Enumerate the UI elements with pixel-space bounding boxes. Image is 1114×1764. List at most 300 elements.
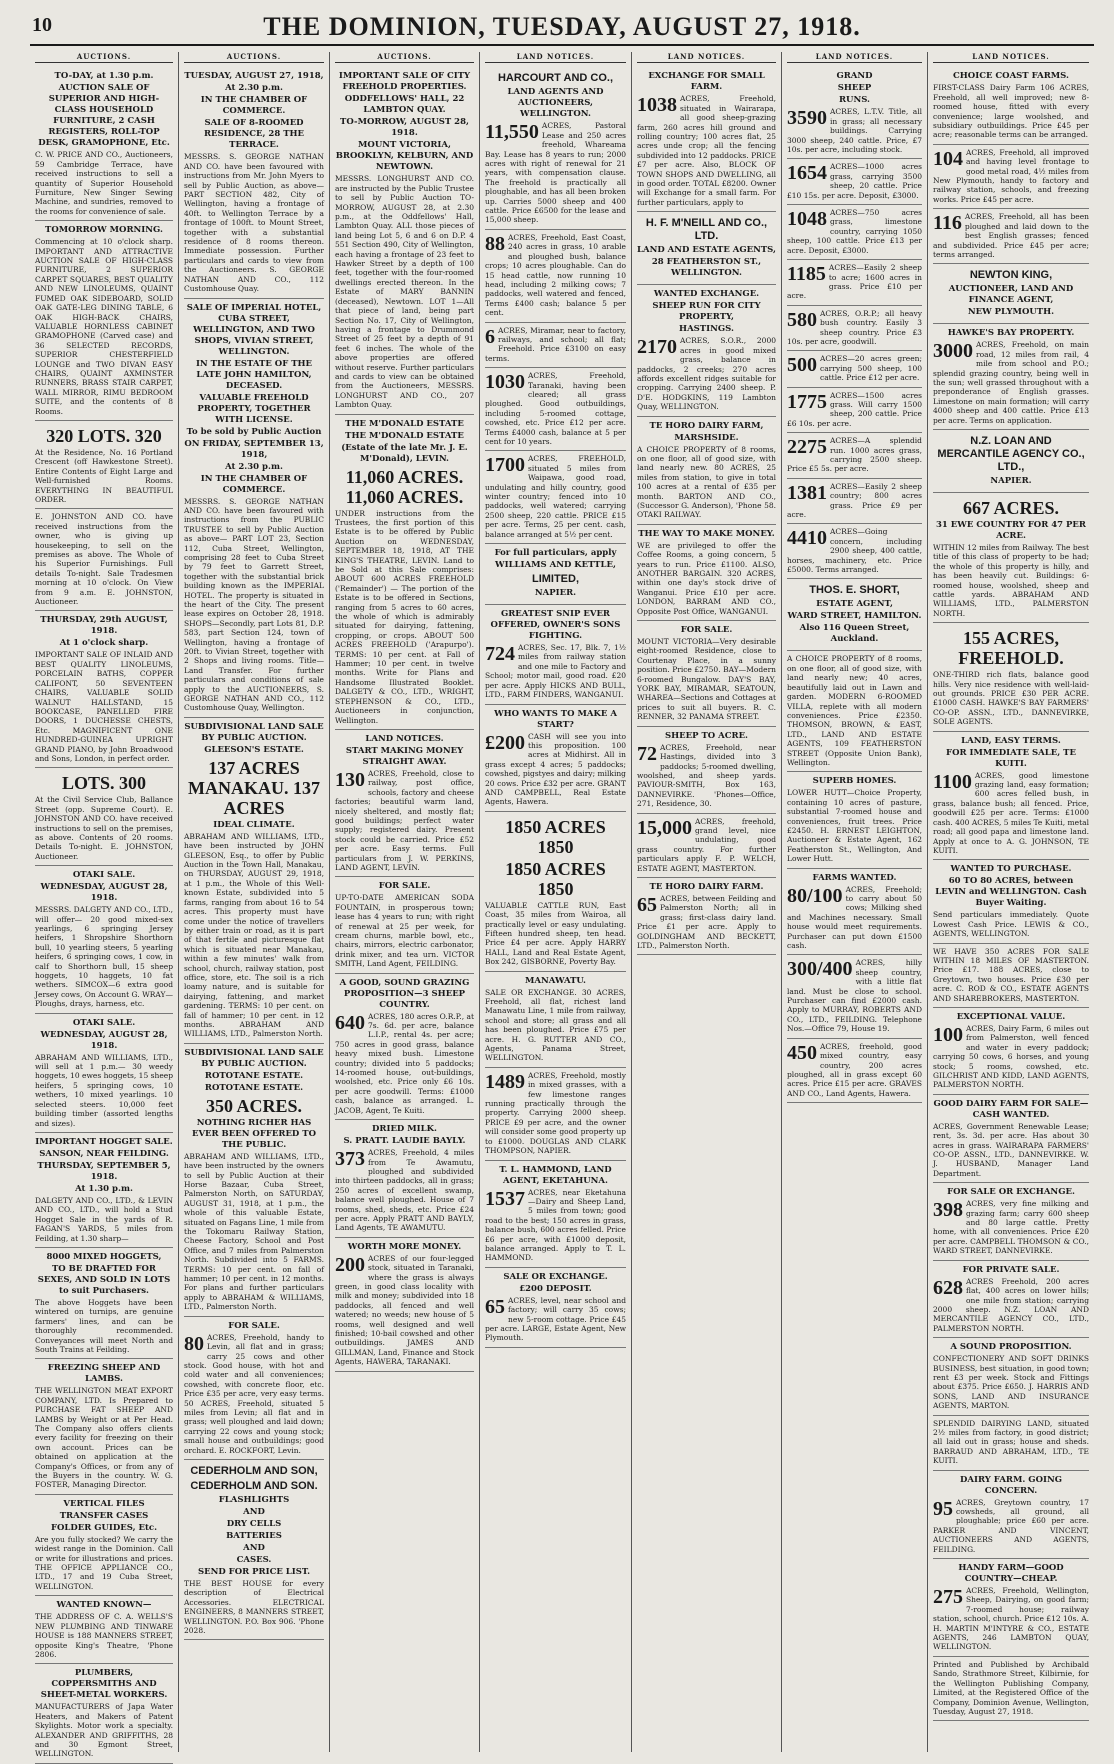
ad-body: ACRES—1500 acres grass. Will carry 1500 sheep, 200 cattle. Price £6 10s. per acre. [787, 390, 922, 428]
ad-heading: At 1.30 p.m. [75, 1183, 133, 1194]
ad-body: CASH will see you into this proposition. 100 acres at Midhirst. All in grass except 4 acres; 5 paddocks; cowshed, pigstyes and dairy; milking 20 cows. Price £32 per acre. GRANT AND CAMPBELL, Real Estate Agents, Hawera. [485, 731, 626, 807]
advertisement [35, 1596, 173, 1664]
ad-heading: MANAWATU. [525, 975, 586, 986]
advertisement [637, 285, 776, 416]
ad-figure: 1700 [485, 454, 525, 477]
advertisement [485, 67, 626, 229]
ad-body: THE BEST HOUSE for every description of Electrical Accessories. ELECTRICAL ENGINEERS, 8 MANNERS STREET, WELLINGTON. P.O. Box 906. 'Phone 2028. [184, 1578, 324, 1635]
ad-body: SALE OR EXCHANGE. 30 ACRES, Freehold, all flat, richest land Manawatu Line, 1 mile from railway, school and store; all grass and all has been ploughed. Price £75 per acre. H. G. RUTTER AND CO., Agents, Panama Street, WELLINGTON. [485, 987, 626, 1063]
ad-heading: AUCTIONEER, LAND AND FINANCE AGENT, [948, 284, 1074, 306]
ad-body: ABRAHAM AND WILLIAMS, LTD., have been instructed by the owners to sell by Public Auction at their Horse Bazaar, Cuba Street, Palmerston North, on SATURDAY, AUGUST 31, 1918, at 1 p.m., the whole of this valuable Estate, situated on Fagans Line, 1 mile from the Tokomaru Railway Station, Cheese Factory, School and Post Office, and 7 miles from Palmerston North. Subdivided into 5 FARMS. TERMS: 10 per cent. on fall of hammer; 10 per cent. in 12 months. For plans and further particulars apply to ABRAHAM & WILLIAMS, LTD., Palmerston North. [184, 1151, 324, 1312]
ad-body: MESSRS. LONGHURST AND CO. are instructed by the Public Trustee to sell by Public Auction TO-MORROW, AUGUST 28, at 2.30 p.m., at the Oddfellows' Hall, Lambton Quay. ALL those pieces of land being Lot 5, 6 and 6 on D.P. 4 551 Section 490, City of Wellington, each having a frontage of 23 feet to Hawker Street by a depth of 100 feet, together with the four-roomed dwellings erected thereon. In the Estate of MARY BANNIN (deceased), Newtown. LOT 1—All that piece of land, being part Section No. 17, City of Wellington, having a frontage to Drummond Street of 25 feet by a depth of 91 feet 6 inches. The whole of the above properties are offered without reserve. Further particulars and cards to view can be obtained from the Auctioneers, MESSRS. LONGHURST AND CO., 207 Lambton Quay. [335, 174, 474, 410]
ad-body: ACRES, Miramar, near to factory, railways, and school; all flat; Freehold. Price £3100 on easy terms. [485, 325, 626, 363]
advertisement [787, 260, 922, 306]
ad-heading: FOR SALE. [228, 1320, 280, 1331]
ad-heading: FOR SALE OR EXCHANGE. [947, 1187, 1075, 1198]
advertisement [787, 388, 922, 434]
ad-body: ACRES, Freehold, near Hastings, divided into 3 paddocks; 5-roomed dwelling, woolshed, and sheep yards. PAVIOUR-SMITH, Box 163, DANNEVIRKE. 'Phones—Office, 271, Residence, 30. [637, 742, 776, 809]
ad-figure: 3590 [787, 107, 827, 130]
ad-heading: FOR IMMEDIATE SALE, TE KUITI. [946, 747, 1076, 769]
ad-body: IMPORTANT SALE OF INLAID AND BEST QUALITY LINOLEUMS, PORCELAIN BATHS, COPPER CALIFONT, 50 SEVENTEEN CHAIRS, VALUABLE SOLID WALNUT HALLSTAND, 15 BOOKCASE, PANELLED FIRE DOORS, 1 DUCHESSE CHESTS, Etc. MAGNIFICENT ONE HUNDRED-GUINEA UPRIGHT GRAND PIANO, by John Broadwood and Sons, London, in perfect order. [35, 650, 173, 763]
ad-body: A CHOICE PROPERTY of 8 rooms, on one floor, all of good size, with land nearly new. 80 ACRES, 25 miles from station, to give in total 100 acres at a rental of £35 per month. BARTON AND CO., (Successor G. Anderson), 'Phone 58. OTAKI RAILWAY. [637, 444, 776, 520]
advertisement [787, 651, 922, 772]
ad-figure: 130 [335, 768, 365, 791]
ad-heading: At 2.30 p.m. [225, 461, 283, 472]
ad-heading: 28 FEATHERSTON ST., WELLINGTON. [651, 257, 762, 279]
ad-heading: ROTOTANE ESTATE. [204, 1082, 304, 1093]
ad-body: ACRES—1000 acres grass, carrying 3500 sheep, 20 cattle. Price £10 15s. per acre. Deposit, £3000. [787, 162, 922, 200]
advertisement [35, 1495, 173, 1596]
advertisement [787, 306, 922, 352]
ad-heading: FREEZING SHEEP AND LAMBS. [47, 1363, 161, 1385]
advertisement [933, 430, 1089, 493]
ad-body: Printed and Published by Archibald Sando, Strathmore Street, Kilbirnie, for the Wellington Publishing Company, Limited, at the Registered Office of the Company, Dominion Avenue, Wellington, Tuesday, August 27, 1918. [933, 1659, 1089, 1716]
ad-heading: TO BE DRAFTED FOR SEXES, AND SOLD IN LOTS to suit Purchasers. [37, 1263, 171, 1296]
ad-body: ONE-THIRD rich flats, balance good hills. Very nice residence with well-laid-out grounds. PRICE £30 PER ACRE. £1000 CASH. HAWKE'S BAY FARMERS' CO-OP. ASSN., LTD., DANNEVIRKE, SOLE AGENTS. [933, 670, 1089, 727]
advertisement [184, 718, 324, 1044]
advertisement [35, 768, 173, 866]
ad-heading: IN THE CHAMBER OF COMMERCE. [200, 473, 308, 495]
advertisement [335, 1120, 474, 1238]
ad-body: ACRES—20 acres green; carrying 500 sheep, 100 cattle. Price £12 per acre. [820, 354, 922, 383]
ad-body: ACRES, Government Renewable Lease; rent, 3s. 3d. per acre. Has about 30 acres in grass. WAIRARAPA FARMERS' CO-OP. ASSN., LTD., DANNEVIRKE. W. J. HUSBAND, Manager Land Department. [933, 1121, 1089, 1178]
ad-heading: 8000 MIXED HOGGETS, [46, 1251, 162, 1262]
ad-heading: HASTINGS. [679, 324, 734, 335]
ad-body: FIRST-CLASS Dairy Farm 106 ACRES, Freehold, all well improved; new 8-roomed house, fitted with every convenience; large woolshed, and subsidiary outbuildings. Price £45 per acre; reasonable terms can be arranged. [933, 83, 1089, 140]
column-4 [480, 52, 632, 1752]
advertisement [933, 324, 1089, 430]
ad-body: WITHIN 12 miles from Railway. The best title of this class of property to be had; the whole of this property is hilly, and has been heavily cut. Buildings: 6-roomed house, woolshed, sheep and cattle yards. ABRAHAM AND WILLIAMS, LTD., PALMERSTON NORTH. [933, 542, 1089, 618]
column-2 [179, 52, 330, 1752]
ad-body: Are you fully stocked? We carry the widest range in the Dominion. Call or write for illustrations and prices. THE OFFICE APPLIANCE CO., LTD., 17 and 19 Cuba Street, WELLINGTON. [35, 1534, 173, 1591]
ad-figure: 116 [933, 212, 962, 235]
ad-body: ACRES, O.R.P.; all heavy bush country. Easily 3 sheep country. Price £3 10s. per acre, goodwill. [787, 308, 922, 346]
ad-heading: NAPIER. [990, 475, 1032, 486]
ad-heading: WEDNESDAY, AUGUST 28, 1918. [40, 882, 168, 904]
ad-heading: T. L. HAMMOND, LAND AGENT, EKETAHUNA. [499, 1164, 612, 1186]
ad-heading: SUBDIVISIONAL LAND SALE BY PUBLIC AUCTION. [184, 1047, 324, 1069]
ad-heading: LAND AGENTS AND AUCTIONEERS, WELLINGTON. [507, 87, 604, 120]
ad-heading: LIMITED, [531, 573, 580, 586]
ad-heading: TE HORO DAIRY FARM. [649, 881, 764, 892]
ad-heading: THURSDAY, SEPTEMBER 5, 1918. [37, 1160, 171, 1182]
ad-figure: 15,000 [637, 816, 692, 839]
advertisement [485, 972, 626, 1068]
columns-container [30, 52, 1094, 1759]
ad-heading: WANTED TO PURCHASE. [950, 864, 1072, 875]
column-7 [928, 52, 1094, 1752]
advertisement [933, 67, 1089, 144]
ad-body: MOUNT VICTORIA—Very desirable eight-roomed Residence, close to Courtenay Place, in a sunny position. Price £2750. BAY—Modern 6-roomed Bungalow. DAY'S BAY, YORK BAY, MIRAMAR, SEATOUN, WHAREA—Sections and Cottages at prices to suit all buyers. R. C. RENNER, 32 PANAMA STREET. [637, 637, 776, 722]
ad-figure: 628 [933, 1276, 963, 1299]
ad-heading: At 1 o'clock sharp. [59, 638, 149, 649]
ad-heading: DAIRY FARM. GOING CONCERN. [960, 1474, 1062, 1496]
ad-heading: 1850 ACRES 1850 [505, 858, 606, 899]
advertisement [933, 493, 1089, 623]
advertisement [933, 1657, 1089, 1721]
advertisement [933, 1471, 1089, 1559]
advertisement [637, 727, 776, 814]
column-heading: LAND NOTICES. [637, 52, 776, 63]
ad-heading: THURSDAY, 29th AUGUST, 1918. [40, 615, 168, 637]
column-3 [330, 52, 480, 1752]
ad-body: Commencing at 10 o'clock sharp. IMPORTANT AND ATTRACTIVE AUCTION SALE OF HIGH-CLASS FURNITURE, 2 SUPERIOR CARPET SQUARES, BEST QUALITY AND NEW LINOLEUMS, QUAINT FUMED OAK SIDEBOARD, SOLID OAK GATE-LEG DINING TABLE, 6 OAK HIGH-BACK CHAIRS, VALUABLE HORNLESS CABINET GRAMOPHONE (Carved case) and 36 SELECTED RECORDS, SUPERIOR CHESTERFIELD LOUNGE and TWO DIVAN EASY CHAIRS, QUAINT AXMINSTER RUNNERS, BRASS STAIR CARPET, WALL MIRROR, RIMU BEDROOM SUITE, and the contents of 8 Rooms. [35, 237, 173, 416]
column-heading: AUCTIONS. [335, 52, 474, 63]
ad-body: UP-TO-DATE AMERICAN SODA FOUNTAIN, in prosperous town; lease has 4 years to run; with right of renewal at 25 per week, for cream churns, marble bowl, etc., chairs, mirrors, electric carbonator, drink mixer, and tea urn. VICTOR SMITH, Land Agent, FEILDING. [335, 893, 474, 969]
ad-heading: WANTED KNOWN— [56, 1600, 152, 1611]
ad-heading: HANDY FARM—GOOD COUNTRY—CHEAP. [958, 1563, 1064, 1585]
ad-heading: CHOICE COAST FARMS. [953, 71, 1069, 82]
ad-body: THE ADDRESS OF C. A. WELLS'S NEW PLUMBING AND TINWARE HOUSE is 188 MANNERS STREET, opposite King's Theatre, 'Phone 2806. [35, 1612, 173, 1659]
ad-body: WE HAVE 350 ACRES FOR SALE WITHIN 18 MILES OF MASTERTON. Price £17. 188 ACRES, close to Greytown, two houses. Price £30 per acre. C. ROD & CO., ESTATE AGENTS AND SHAREBROKERS, MASTERTON. [933, 946, 1089, 1003]
advertisement [35, 421, 173, 509]
ad-heading: LOTS. 300 [61, 773, 147, 794]
ad-body: ACRES, 180 acres O.R.P., at 7s. 6d. per acre, balance L.I.P., rental 4s. per acre; 750 acres in good grass, balance heavy mixed bush. Limestone country; divided into 5 paddocks; 14-roomed house, out-buildings, woolshed, etc. Price only £6 10s. per acre goodwill. Terms: £1000 cash, balance as arranged. L. JACOB, Agent, Te Kuiti. [335, 1011, 474, 1115]
advertisement [35, 1359, 173, 1494]
ad-body: ABRAHAM AND WILLIAMS, LTD., have been instructed by JOHN GLEESON, Esq., to offer by Public Auction in the Town Hall, Manakau, on THURSDAY, AUGUST 29, 1918, at 1 p.m., the Whole of this Well-known Estate, subdivided into 5 farms, ranging from about 16 to 54 acres. This property must have come under the notice of travellers by either train or road, as it is part of that fertile and picturesque flat which is situated near Manakau, within a few minutes' walk from school, church, railway station, post office, store, etc. The soil is a rich loamy nature, and is suitable for dairying, fattening, and market gardening. TERMS: 10 per cent. on fall of hammer; 10 per cent. in 12 months. ABRAHAM AND WILLIAMS, LTD., Palmerston North. [184, 831, 324, 1039]
ad-body: WE are privileged to offer the Coffee Rooms, a going concern, 5 years to run. Price £1100. ALSO, ANOTHER BARGAIN. 320 ACRES, within one day's stock drive of Wanganui. Price £10 per acre. LONDON, BARRAM AND CO., Opposite Post Office, WANGANUI. [637, 540, 776, 616]
ad-heading: SHEEP TO ACRE. [664, 730, 749, 741]
advertisement [787, 772, 922, 868]
ad-heading: WEDNESDAY, AUGUST 28, 1918. [40, 1029, 168, 1051]
advertisement [184, 299, 324, 718]
ad-figure: 4410 [787, 527, 827, 550]
ad-heading: VERTICAL FILES [63, 1498, 145, 1509]
advertisement [787, 955, 922, 1038]
ad-body: ACRES, Greytown country, 17 cowsheds, all ground, all ploughable; price £60 per acre. PARKER AND VINCENT, AUCTIONEERS AND AGENTS, FEILDING. [933, 1497, 1089, 1554]
advertisement [637, 525, 776, 621]
ad-heading: H. F. M'NEILL AND CO., LTD. [645, 217, 768, 243]
ad-heading: WHO WANTS TO MAKE A START? [494, 708, 617, 730]
advertisement [933, 145, 1089, 209]
ad-heading: To be sold by Public Auction [186, 426, 322, 437]
masthead [30, 10, 1094, 46]
advertisement [787, 351, 922, 387]
ad-heading: NOTHING RICHER HAS EVER BEEN OFFERED TO THE PUBLIC. [191, 1117, 316, 1150]
advertisement [637, 212, 776, 285]
ad-figure: 80 [184, 1332, 204, 1355]
ad-heading: WILLIAMS AND KETTLE, [495, 560, 616, 571]
ad-body: ACRES, Freehold, Wellington, Sheep, Dairying, on good farm; 7-roomed house; railway station, school, church. Price £12 10s. A. H. MARTIN M'INTYRE & CO., ESTATE AGENTS, 246 LAMBTON QUAY, WELLINGTON. [933, 1586, 1089, 1652]
ad-body: ACRES, between Feilding and Palmerston North; all in grass; first-class dairy land. Price £1 per acre. Apply to GOLDINGHAM AND BECKETT, LTD., Palmerston North. [637, 893, 776, 950]
ad-figure: 95 [933, 1497, 953, 1520]
ad-heading: IN THE CHAMBER OF COMMERCE. [200, 95, 308, 117]
ad-figure: 1048 [787, 208, 827, 231]
advertisement [485, 705, 626, 812]
ad-heading: IMPORTANT SALE OF CITY FREEHOLD PROPERTIES. [338, 71, 471, 93]
ad-body: ACRES, Freehold, 4 miles from Te Awamutu, ploughed and subdivided into thirteen paddocks, all in grass; 250 acres of excellent swamp, balance well ploughed. House of 7 rooms, shed, sheds, etc. Price £24 per acre. Apply PRATT AND BAYLY, Land Agents, TE AWAMUTU. [335, 1148, 474, 1233]
ad-heading: TOMORROW MORNING. [45, 225, 163, 236]
ad-heading: IDEAL CLIMATE. [213, 819, 295, 830]
ad-heading: SEND FOR PRICE LIST. [197, 1566, 311, 1577]
ad-body: ACRES, very fine milking and grazing farm; carry 600 sheep and 80 large cattle. Pretty home, with all conveniences. Price £20 per acre. CAMPBELL THOMSON & CO., WARD STREET, DANNEVIRKE. [933, 1199, 1089, 1256]
ad-body: ACRES, Freehold, situated in Wairarapa, all good sheep-grazing farm, 260 acres hill ground and rolling country; 100 acres flat, 25 acres unde crop; all the fencing subdivided into 12 paddocks. PRICE £7 per acre. Also, BLOCK OF TOWN SHOPS AND DWELLING, all in good order. TOTAL £8200. Owner will Exchange for a small farm. For further particulars, apply to [637, 94, 776, 207]
ad-heading: At 2.30 p.m. [225, 83, 283, 94]
ad-figure: 11,550 [485, 121, 539, 144]
advertisement [35, 221, 173, 421]
advertisement [933, 732, 1089, 861]
ad-body: ACRES, Freehold, mostly in mixed grasses, with a few limestone ranges running practically through the property. Carrying 2000 sheep. PRICE £9 per acre, and the owner will consider some good property up to £1000. DOUGLAS AND CLARK THOMPSON, NAPIER. [485, 1070, 626, 1156]
ad-heading: 155 ACRES, FREEHOLD. [958, 628, 1064, 669]
ad-heading: GREATEST SNIP EVER OFFERED, OWNER'S SONS FIGHTING. [490, 609, 621, 642]
ad-body: MESSRS. S. GEORGE NATHAN AND CO. have been favoured with instructions from the PUBLIC TRUSTEE to sell by Public Auction as above— PART LOT 23, Section 112, Cuba Street, Wellington, comprising 28 feet to Cuba Street by 79 feet to Garrett Street, together with the substantial brick building known as the IMPERIAL HOTEL. The property is situated in the heart of the City. The present lease expires on October 28, 1918. SHOPS—Secondly, part Lots 81, D.P. 583, part Section 124, town of Wellington, having a frontage of 20ft. to Vivian Street, together with 2 Shops and living rooms. Title—Land Transfer. For further particulars and conditions of sale apply to the AUCTIONEERS, S. GEORGE NATHAN AND CO., 112 Customhouse Quay, Wellington. [184, 496, 324, 713]
ad-body: ACRES, level, near school and factory; will carry 35 cows; new 5-room cottage. Price £45 per acre. LARGE, Estate Agent, New Plymouth. [485, 1295, 626, 1343]
advertisement [485, 605, 626, 704]
advertisement [637, 814, 776, 878]
advertisement [637, 417, 776, 525]
advertisement [184, 67, 324, 298]
ad-figure: 1100 [933, 770, 972, 793]
ad-heading: SHEEP [837, 83, 872, 94]
ad-heading: N.Z. LOAN AND MERCANTILE AGENCY CO., LTD., [937, 434, 1085, 473]
ad-body: LOWER HUTT—Choice Property, containing 10 acres of pasture, substantial 7-roomed house and conveniences, fruit trees. Price £2450. H. ERNEST LEIGHTON, Auctioneer & Estate Agent, 162 Featherston St., Wellington, And Lower Hutt. [787, 788, 922, 864]
advertisement [335, 730, 474, 877]
ad-heading: FARMS WANTED. [812, 872, 897, 883]
ad-body: ACRES, Freehold, East Coast, 240 acres in grass, 10 arable and ploughed bush, balance crops; 10 acres ploughable. Can do 15 head cattle, now running 10 head, including 2 milking cows; 7 paddocks, well watered and fenced, Terms £400 cash; balance 5 per cent. [485, 232, 626, 318]
ad-figure: 500 [787, 354, 817, 377]
ad-heading: 60 TO 80 ACRES, between LEVIN and WELLINGTON. Cash Buyer Waiting. [935, 876, 1087, 909]
ad-body: MESSRS. S. GEORGE NATHAN AND CO. have been favoured with instructions from Mr. John Myers to sell by Public Auction, as above— PART SECTION 482, City of Wellington, having a frontage of 40ft. to Wellington Terrace by a frontage of 100ft. to Mount Street, together with a substantial residence of 8 rooms thereon. Immediate possession. Further particulars and cards to view from the Auctioneers. S. GEORGE NATHAN AND CO., 112 Customhouse Quay. [184, 152, 324, 294]
ad-body: THE WELLINGTON MEAT EXPORT COMPANY, LTD. Is Prepared to PURCHASE FAT SHEEP AND LAMBS by Weight or at Per Head. The Company also offers clients every facility for freezing on their own account. Prices can be obtained on application at the Company's Offices, or from any of the Buyers in the country. W. G. FOSTER, Managing Director. [35, 1386, 173, 1490]
advertisement [184, 1044, 324, 1317]
ad-body: ACRES—Easily 2 sheep to acre; 1600 acres in grass. Price £10 per acre. [787, 263, 922, 301]
advertisement [335, 1238, 474, 1372]
column-heading: LAND NOTICES. [933, 52, 1089, 63]
advertisement [933, 1261, 1089, 1338]
advertisement [787, 869, 922, 956]
ad-heading: ROTOTANE ESTATE. [204, 1070, 304, 1081]
ad-figure: 1038 [637, 94, 677, 117]
advertisement [485, 544, 626, 605]
advertisement [184, 1317, 324, 1460]
ad-figure: 398 [933, 1199, 963, 1222]
ad-heading: RUNS. [838, 95, 871, 106]
ad-body: E. JOHNSTON AND CO. have received instructions from the owner, who is giving up housekeeping, to sell on the premises as above. The Whole of his Superior Furnishings. Full details To-night. Sale Tradesmen morning at 10 o'clock. On View from 9 a.m. E. JOHNSTON, Auctioneer. [35, 512, 173, 607]
ad-figure: 580 [787, 308, 817, 331]
ad-figure: 72 [637, 742, 657, 765]
advertisement [637, 878, 776, 955]
ad-heading: SALE OF 8-ROOMED RESIDENCE, 28 THE TERRACE. [203, 118, 305, 151]
ad-heading: TE HORO DAIRY FARM, [649, 420, 764, 431]
ad-figure: 1654 [787, 162, 827, 185]
advertisement [787, 205, 922, 260]
advertisement [933, 1095, 1089, 1183]
ad-body: ACRES, hilly sheep country, with a little flat land. Must be close to school. Purchaser can find £2000 cash. Apply to MURRAY, ROBERTS AND CO., LTD., FEILDING. Telephone Nos.—Office 79, House 19. [787, 958, 922, 1034]
ad-heading: LAND AND ESTATE AGENTS, [637, 245, 776, 256]
ad-heading: GRAND [836, 71, 873, 82]
ad-heading: 31 EWE COUNTRY FOR 47 PER ACRE. [936, 519, 1086, 541]
advertisement [35, 1664, 173, 1763]
ad-heading: HAWKE'S BAY PROPERTY. [947, 328, 1075, 339]
ad-body: MANUFACTURERS of Japa Water Heaters, and Makers of Patent Skylights. Motor work a specialty. ALEXANDER AND GRIFFITHS, 28 and 30 Egmont Street, WELLINGTON. [35, 1702, 173, 1759]
ad-figure: 1537 [485, 1187, 525, 1210]
advertisement [787, 433, 922, 479]
ad-figure: 373 [335, 1148, 365, 1171]
column-heading: AUCTIONS. [184, 52, 324, 63]
ad-figure: 724 [485, 643, 515, 666]
advertisement [485, 368, 626, 451]
ad-body: ACRES—750 acres grass, limestone country, carrying 1050 sheep, 100 cattle. Price £13 per acre. Deposit, £3000. [787, 208, 922, 255]
ad-heading: WANTED EXCHANGE. [653, 289, 760, 300]
ad-heading: SUBDIVISIONAL LAND SALE BY PUBLIC AUCTION. [184, 721, 324, 743]
ad-body: MESSRS. DALGETY AND CO., LTD., will offer— 20 good mixed-sex yearlings, 6 springing Jersey heifers, 1 Shropshire Shorthorn bull, 10 yearling steers, 5 yearling heifers, 6 springing cows, 1 cow, in calf to Shorthorn bull, 15 sheep hoggets, 10 haggets, 10 fat wethers. SIMCOX—6 extra good Jersey cows, On Account G. WRAY—Ploughs, drays, harness, etc. [35, 905, 173, 1009]
ad-heading: ODDFELLOWS' HALL, 22 LAMBTON QUAY. [344, 94, 465, 116]
ad-figure: 88 [485, 232, 505, 255]
ad-figure: 65 [485, 1295, 505, 1318]
ad-heading: NAPIER. [534, 588, 577, 599]
advertisement [485, 451, 626, 544]
ad-heading: GLEESON'S ESTATE. [204, 744, 304, 755]
ad-heading: IMPORTANT HOGGET SALE. [35, 1136, 173, 1147]
advertisement [787, 579, 922, 651]
ad-heading: PLUMBERS, COPPERSMITHS AND SHEET-METAL WORKERS. [40, 1668, 168, 1701]
advertisement [933, 1416, 1089, 1471]
ad-figure: 65 [637, 893, 657, 916]
advertisement [933, 264, 1089, 324]
advertisement [933, 1338, 1089, 1415]
ad-figure: 104 [933, 147, 963, 170]
column-heading: LAND NOTICES. [485, 52, 626, 63]
ad-heading: WARD STREET, HAMILTON. [787, 611, 922, 622]
ad-body: The above Hoggets have been wintered on turnips, are genuine farmers' lines, and can be thoroughly recommended. Conveyances will meet North and South Trains at Feilding. [35, 1297, 173, 1354]
ad-body: ACRES, Sec. 17, Blk. 7, 1½ miles from railway station and one mile to Factory and School; motor mail, good road. £20 per acre. Apply HICKS AND BULL, LTD., FARM FINDERS, WANGANUI. [485, 643, 626, 700]
ad-heading: For full particulars, apply [494, 548, 617, 559]
ad-heading: LAND NOTICES. [365, 733, 444, 744]
ad-body: ACRES, Freehold, handy to Levin, all flat and in grass; carry 25 cows and other stock. Good house, with hot and cold water and all conveniences; cowshed, with concrete floor, etc. Price £35 per acre, very easy terms. 50 ACRES, Freehold, situated 5 miles from Levin; all flat and in grass; well ploughed and laid down; carrying 22 cows and young stock; small house and outbuildings; good orchard. E. ROCKFORT, Levin. [184, 1332, 324, 1455]
ad-heading: NEW PLYMOUTH. [967, 307, 1055, 318]
advertisement [933, 1183, 1089, 1260]
ad-heading: CEDERHOLM AND SON, [190, 1464, 318, 1477]
advertisement [335, 877, 474, 973]
ad-heading: FOR SALE. [378, 881, 431, 892]
ad-heading: Also 116 Queen Street, Auckland. [799, 623, 910, 645]
ad-body: ACRES, Freehold; to carry about 50 cows; Milking shed and Machines necessary. Small house would meet requirements. Purchaser can put down £1500 cash. [787, 884, 922, 951]
ad-heading: NEWTON KING, [969, 269, 1053, 282]
ad-body: At the Civil Service Club, Ballance Street (opp. Supreme Court). E. JOHNSTON AND CO. have received instructions to sell on the premises, as above. Contents of 20 rooms. Details To-night. E. JOHNSTON, Auctioneer. [35, 795, 173, 861]
ad-heading: WORTH MORE MONEY. [347, 1241, 462, 1252]
ad-heading: TO-MORROW, AUGUST 28, 1918. [340, 117, 469, 139]
advertisement [787, 479, 922, 525]
ad-heading: IN THE ESTATE OF THE LATE JOHN HAMILTON, DECEASED. [195, 358, 313, 391]
ad-heading: HARCOURT AND CO., [497, 72, 614, 85]
ad-body: ACRES, Pastoral Lease and 250 acres freehold, Whareama Bay. Lease has 8 years to run; 2000 acres with right of renewal for 21 years, with compensation clause. The freehold is practically all ploughable, and has all been broken up. Carries 5000 sheep and 400 cattle. Price £6500 for the lease and 15,000 sheep. [485, 121, 626, 225]
ad-heading: OTAKI SALE. [72, 870, 136, 881]
ad-heading: SALE OR EXCHANGE. [503, 1271, 608, 1282]
advertisement [933, 1008, 1089, 1095]
ad-heading: THE M'DONALD ESTATE [345, 418, 464, 429]
ad-body: ACRES, freehold, grand level, nice undulating, good grass country. For further particulars apply F. P. WELCH, ESTATE AGENT, MASTERTON. [637, 816, 776, 873]
ad-body: CONFECTIONERY AND SOFT DRINKS BUSINESS, best situation, in good town; rent £3 per week. Stock and Fittings about £375. Price £650. J. HARRIS AND SONS, LAND AND INSURANCE AGENTS, MARTON. [933, 1354, 1089, 1411]
ad-heading: 320 LOTS. 320 [46, 425, 162, 446]
column-heading: LAND NOTICES. [787, 52, 922, 63]
ad-heading: START MAKING MONEY STRAIGHT AWAY. [345, 745, 464, 767]
ad-heading: MOUNT VICTORIA, BROOKLYN, KELBURN, AND NEWTOWN. [335, 140, 474, 173]
ad-heading: 137 ACRES MANAKAU. 137 ACRES [188, 757, 320, 818]
ad-figure: 3000 [933, 340, 973, 363]
advertisement [335, 974, 474, 1120]
ad-heading: ESTATE AGENT, [816, 599, 893, 610]
ad-heading: ON FRIDAY, SEPTEMBER 13, 1918, [184, 438, 324, 460]
ad-body: ACRES Freehold, 200 acres flat, 400 acres on lower hills; one mile from station; carrying 2000 sheep. N.Z. LOAN AND MERCANTILE AGENCY CO., LTD., PALMERSTON NORTH. [933, 1276, 1089, 1333]
ad-heading: 11,060 ACRES. 11,060 ACRES. [345, 466, 464, 507]
ad-heading: AND [243, 1506, 265, 1517]
ad-heading: THOS. E. SHORT, [809, 584, 900, 597]
advertisement [933, 623, 1089, 731]
ad-figure: 1030 [485, 371, 525, 394]
advertisement [485, 1068, 626, 1161]
column-5 [632, 52, 782, 1752]
advertisement [787, 159, 922, 205]
ad-heading: A GOOD, SOUND GRAZING PROPOSITION—3 SHEEP COUNTRY. [339, 977, 470, 1010]
column-6 [782, 52, 928, 1752]
advertisement [35, 509, 173, 611]
ad-heading: SALE OF IMPERIAL HOTEL, CUBA STREET, WELLINGTON, AND TWO SHOPS, VIVIAN STREET, WELLINGTON. [186, 302, 322, 357]
column-1 [30, 52, 179, 1759]
ad-figure: 300/400 [787, 958, 853, 981]
ad-figure: 6 [485, 325, 495, 348]
ad-figure: 1775 [787, 390, 827, 413]
advertisement [35, 611, 173, 768]
ad-body: C. W. PRICE AND CO., Auctioneers, 59 Cambridge Terrace, have received instructions to sell a quantity of Superior Household Furniture, New Singer Sewing Machine, and sundries, removed to the rooms for convenience of sale. [35, 150, 173, 216]
ad-heading: 1850 ACRES 1850 [505, 816, 606, 857]
advertisement [485, 812, 626, 972]
ad-body: ABRAHAM AND WILLIAMS, LTD., will sell at 1 p.m.— 30 weedy hoggets, 10 ewes hoggets, 15 sheep heifers, 5 springing cows, 10 wethers, 10 mixed yearlings. 10 selected steers. 10,000 feet building timber (assorted lengths and sizes). [35, 1052, 173, 1128]
ad-body: ACRES—A splendid run. 1000 acres grass, carrying 2500 sheep. Price £5 5s. per acre. [787, 436, 922, 474]
ad-heading: TO-DAY, at 1.30 p.m. [54, 71, 154, 82]
advertisement [335, 415, 474, 730]
ad-body: ACRES of our four-legged stock, situated in Taranaki, where the grass is always green, in good class locality with milk and money; subdivided into 18 paddocks, all fenced and well watered; no weeds; new house of 5 rooms, well designed and well finished; 10-bail cowshed and other outbuildings. JAMES AND GILLMAN, Land, Finance and Stock Agents, HAWERA, TARANAKI. [335, 1253, 474, 1367]
ad-heading: (Estate of the late Mr. J. E. M'Donald), LEVIN. [341, 442, 468, 464]
ad-figure: 200 [335, 1253, 365, 1276]
ad-heading: FOR SALE. [680, 625, 733, 636]
ad-heading: TUESDAY, AUGUST 27, 1918, [184, 71, 324, 82]
ad-body: A CHOICE PROPERTY of 8 rooms, on one floor, all of good size, with land nearly new; 40 acres, beautifully laid out in Lawn and garden. MODERN 6-ROOMED VILLA, replete with all modern conveniences. Price £2350. THOMSON, BROWN, & EAST, LTD., LAND AND ESTATE AGENTS, 109 FEATHERSTON STREET (Opposite Union Bank), Wellington. [787, 654, 922, 767]
advertisement [485, 1161, 626, 1268]
advertisement [35, 1133, 173, 1248]
advertisement [184, 1460, 324, 1640]
ad-figure: 1489 [485, 1070, 525, 1093]
ad-heading: AUCTION SALE OF SUPERIOR AND HIGH-CLASS HOUSEHOLD FURNITURE, 2 CASH REGISTERS, ROLL-TOP DESK, GRAMOPHONE, Etc. [38, 83, 170, 149]
ad-figure: 100 [933, 1023, 963, 1046]
advertisement [933, 860, 1089, 943]
ad-heading: MARSHSIDE. [674, 432, 739, 443]
ad-body: ACRES—Going concern, including 2900 sheep, 400 cattle, horses, machinery, etc. Price £5000. Terms arranged. [787, 527, 922, 575]
ad-figure: 640 [335, 1011, 365, 1034]
ad-heading: EXCHANGE FOR SMALL FARM. [648, 71, 765, 93]
ad-heading: AND [243, 1542, 265, 1553]
ad-figure: 2275 [787, 436, 827, 459]
ad-heading: S. PRATT. LAUDIE BAYLY. [343, 1136, 466, 1147]
advertisement [35, 1014, 173, 1133]
ad-heading: CASES. [236, 1554, 272, 1565]
ad-heading: GOOD DAIRY FARM FOR SALE—CASH WANTED. [933, 1098, 1089, 1120]
advertisement [485, 230, 626, 323]
ad-heading: DRIED MILK. [372, 1124, 437, 1135]
ad-body: ACRES, Freehold, all has been ploughed and laid down to the best English grasses; fenced and subdivided. Price £45 per acre; terms arranged. [933, 212, 1089, 259]
advertisement [787, 524, 922, 579]
advertisement [35, 67, 173, 221]
ad-heading: LAND, EASY TERMS. [961, 735, 1061, 746]
advertisement [485, 1268, 626, 1348]
ad-heading: EXCEPTIONAL VALUE. [956, 1011, 1066, 1022]
ad-heading: THE M'DONALD ESTATE [345, 430, 464, 441]
ad-heading: 350 ACRES. [205, 1095, 303, 1116]
ad-heading: FOR PRIVATE SALE. [962, 1264, 1060, 1275]
ad-heading: OTAKI SALE. [72, 1017, 136, 1028]
ad-body: ACRES, Dairy Farm, 6 miles out from Palmerston, well fenced and water in every paddock; carrying 50 cows, 6 horses, and young stock; 5 rooms, cowshed, etc. GILCHRIST AND KIDD, LAND AGENTS, PALMERSTON NORTH. [933, 1023, 1089, 1090]
ad-body: VALUABLE CATTLE RUN, East Coast, 35 miles from Wairoa, all practically level or easy undulating. Fifteen hundred sheep, ten head. Price £4 per acre. Apply HARRY HALL, Land and Real Estate Agent, Box 242, GISBORNE, Poverty Bay. [485, 900, 626, 967]
ad-figure: 275 [933, 1586, 963, 1609]
